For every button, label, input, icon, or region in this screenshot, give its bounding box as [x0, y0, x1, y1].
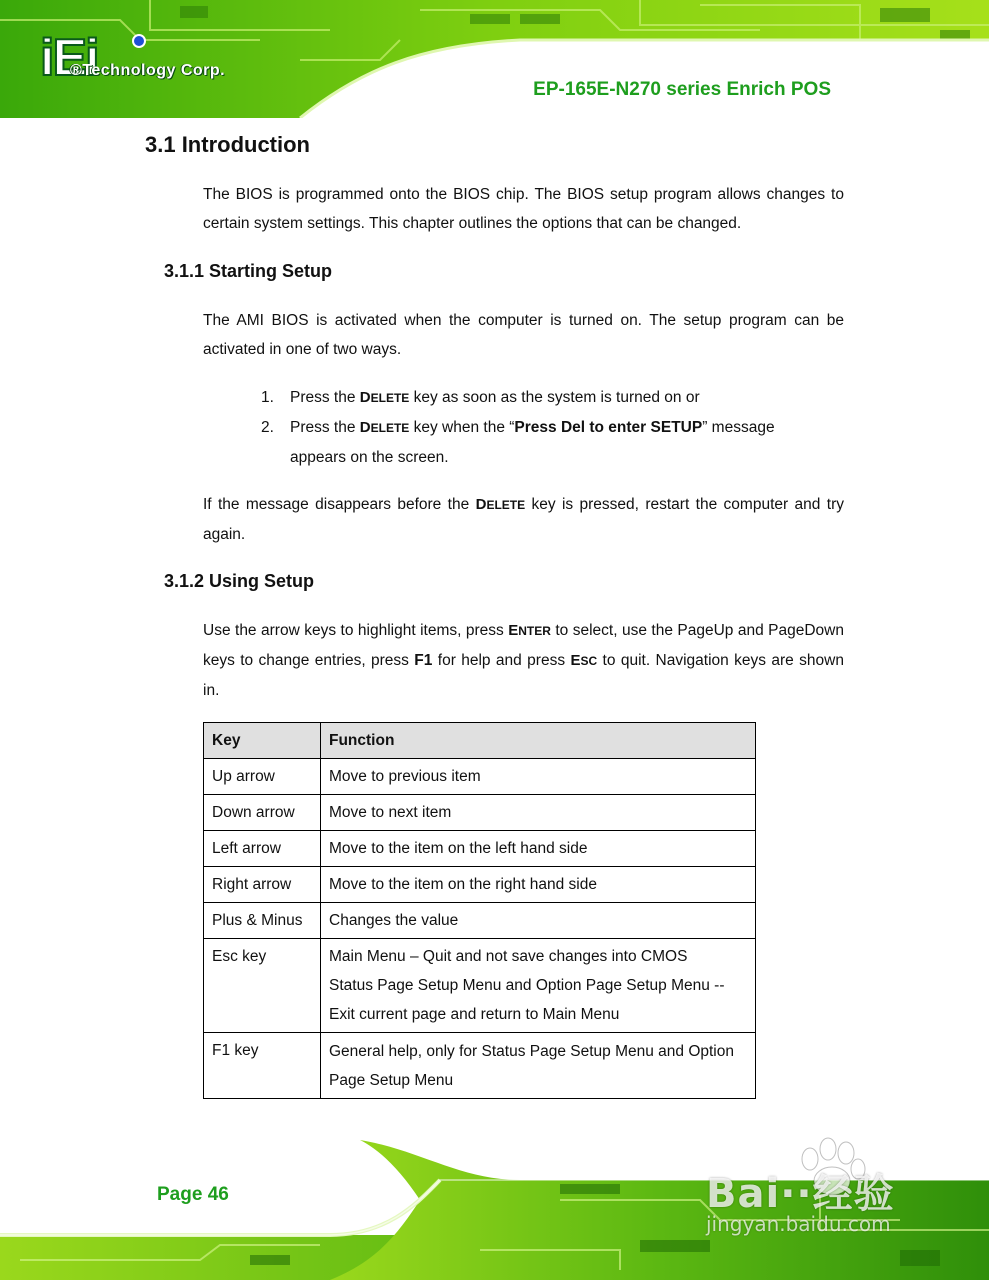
list-text: key when the “ — [409, 419, 515, 436]
table-row — [204, 939, 756, 1033]
function-line: General help, only for Status Page Setup Menu and Option Page Setup Menu — [329, 1043, 734, 1089]
para-text: to select, use the PageUp and PageDown keys to change entries, press — [203, 622, 844, 669]
function-cell: Changes the value — [321, 903, 756, 939]
key-cell: Down arrow — [204, 795, 321, 831]
para-text: If the message disappears before the — [203, 496, 476, 513]
delete-key-label: D — [359, 389, 371, 406]
table-row — [204, 1033, 756, 1099]
table-row — [204, 867, 756, 903]
list-text: ” message appears on the screen. — [290, 419, 775, 466]
starting-setup-paragraph: The AMI BIOS is activated when the computer is turned on. The setup program can be activated in one of two ways. — [203, 312, 844, 358]
using-setup-paragraph — [203, 616, 844, 705]
list-item — [261, 413, 821, 472]
para-text: to quit. Navigation keys are shown in. — [203, 652, 844, 699]
key-cell: Right arrow — [204, 867, 321, 903]
intro-paragraph: The BIOS is programmed onto the BIOS chip. The BIOS setup program allows changes to certain system settings. This chapter outlines the options that can be changed. — [203, 186, 844, 232]
para-text: for help and press — [432, 652, 571, 669]
circuit-board-banner — [0, 0, 989, 118]
key-cell: Up arrow — [204, 759, 321, 795]
key-cell: Esc key — [204, 939, 321, 1033]
function-line: Status Page Setup Menu and Option Page Setup Menu -- Exit current page and return to Main Menu — [329, 977, 725, 1023]
function-cell — [321, 1033, 756, 1099]
setup-message: Press Del to enter SETUP — [514, 419, 703, 436]
page-number: Page 46 — [157, 1184, 229, 1205]
function-cell: Move to previous item — [321, 759, 756, 795]
f1-key-label: F1 — [414, 652, 433, 669]
list-number: 1. — [261, 389, 274, 406]
delete-key-label-rest: ELETE — [370, 391, 410, 405]
start-methods-list — [261, 383, 821, 472]
header-banner — [0, 0, 989, 118]
table-row — [204, 759, 756, 795]
logo-dot — [132, 34, 146, 48]
enter-key-label-rest: NTER — [518, 624, 551, 638]
list-text: Press the — [290, 389, 360, 406]
function-cell — [321, 939, 756, 1033]
function-cell: Move to next item — [321, 795, 756, 831]
watermark-url: jingyan.baidu.com — [706, 1212, 891, 1236]
restart-paragraph — [203, 490, 844, 549]
function-cell: Move to the item on the right hand side — [321, 867, 756, 903]
delete-key-label: D — [475, 496, 487, 513]
list-item — [261, 383, 821, 413]
key-cell: Left arrow — [204, 831, 321, 867]
esc-key-label-rest: SC — [580, 654, 598, 668]
using-setup-heading: 3.1.2 Using Setup — [164, 571, 315, 591]
list-text: Press the — [290, 419, 360, 436]
watermark-text: Bai··经验 — [706, 1171, 895, 1217]
key-cell: F1 key — [204, 1033, 321, 1099]
column-header-key: Key — [204, 723, 321, 759]
table-row — [204, 831, 756, 867]
navigation-keys-table — [203, 722, 756, 1099]
enter-key-label: E — [508, 622, 519, 639]
delete-key-label-rest: ELETE — [486, 498, 526, 512]
list-number: 2. — [261, 419, 274, 436]
column-header-function: Function — [321, 723, 756, 759]
logo-company-name: ®Technology Corp. — [70, 62, 226, 79]
para-text: key is pressed, restart the computer and try again. — [203, 496, 844, 543]
function-cell: Move to the item on the left hand side — [321, 831, 756, 867]
para-text: Use the arrow keys to highlight items, press — [203, 622, 509, 639]
model-title: EP-165E-N270 series Enrich POS — [533, 79, 831, 100]
logo-letters: iEi — [40, 29, 98, 87]
function-line: Main Menu – Quit and not save changes into CMOS — [329, 948, 688, 965]
table-header-row — [204, 723, 756, 759]
section-title: 3.1 Introduction — [145, 132, 310, 157]
delete-key-label: D — [359, 419, 371, 436]
esc-key-label: E — [570, 652, 581, 669]
starting-setup-heading: 3.1.1 Starting Setup — [164, 261, 333, 281]
table-row — [204, 795, 756, 831]
key-cell: Plus & Minus — [204, 903, 321, 939]
list-text: key as soon as the system is turned on or — [409, 389, 700, 406]
table-row — [204, 903, 756, 939]
delete-key-label-rest: ELETE — [370, 421, 410, 435]
